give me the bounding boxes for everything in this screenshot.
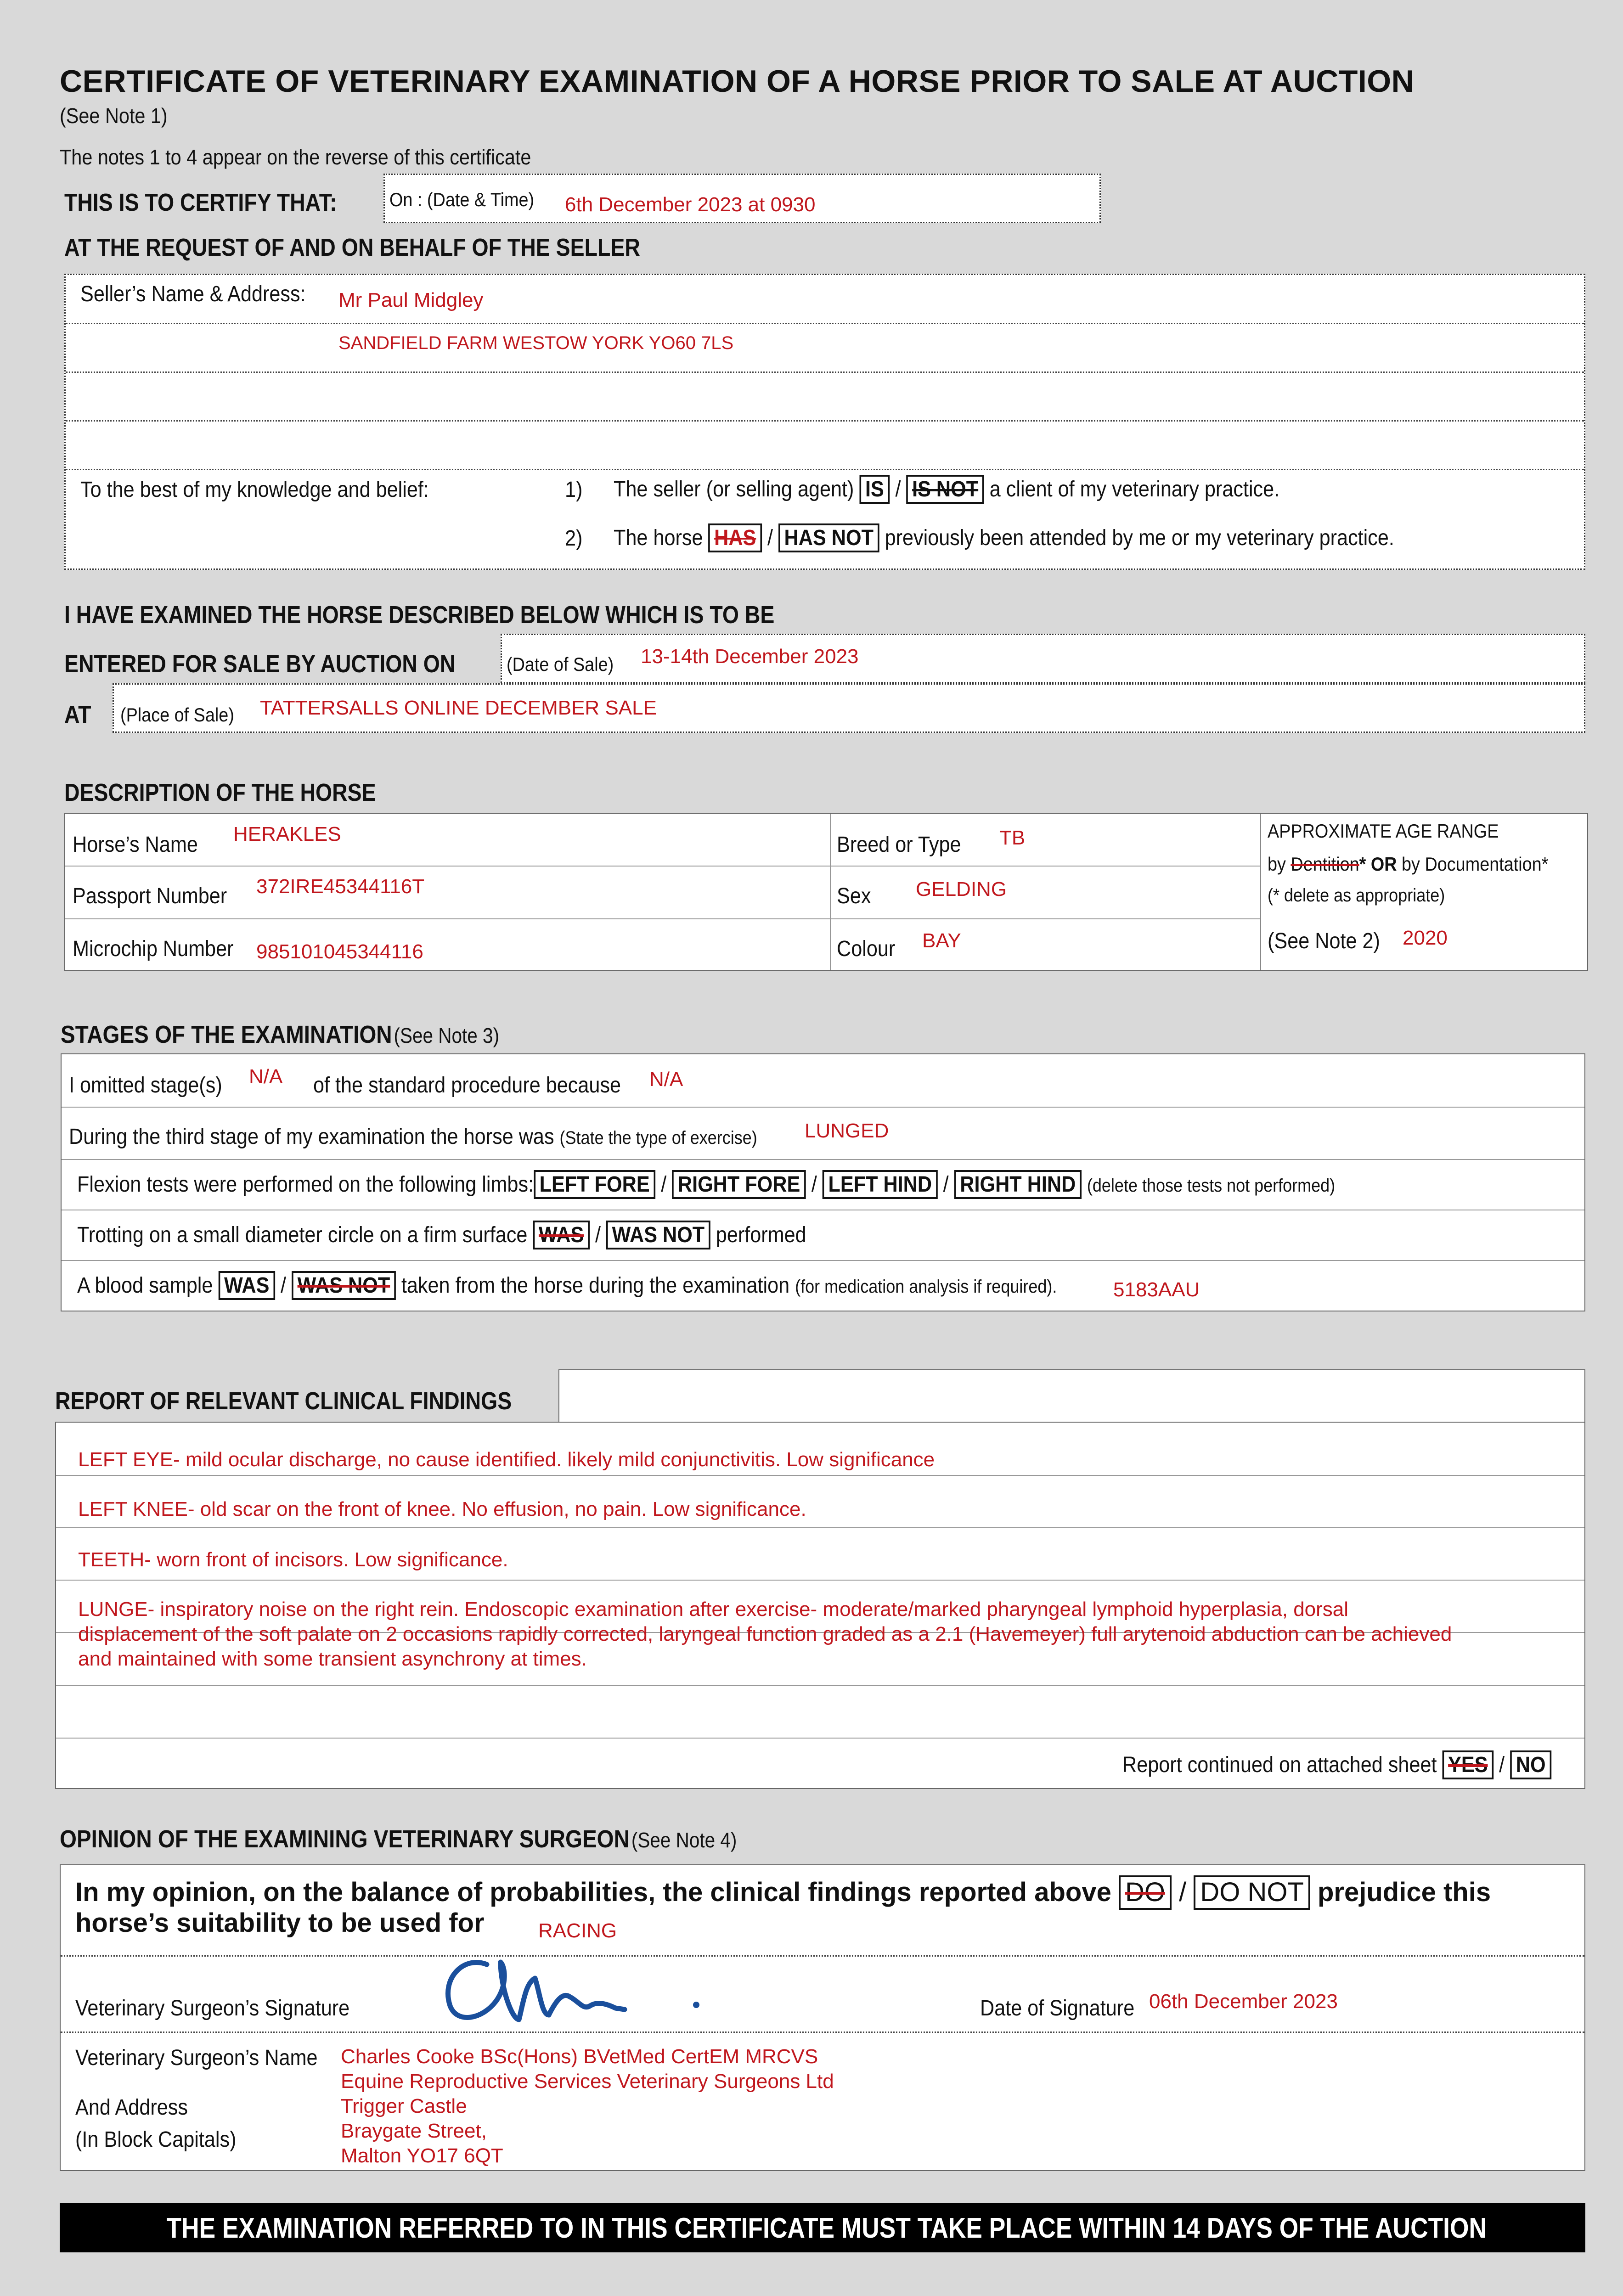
sex-label: Sex (837, 884, 871, 908)
opinion-heading: OPINION OF THE EXAMINING VETERINARY SURGEON (60, 1825, 630, 1853)
slash: / (281, 1273, 287, 1298)
opinion-do-not-option[interactable]: DO NOT (1194, 1875, 1310, 1910)
findings-box[interactable] (55, 1422, 1585, 1789)
flexion-right-fore[interactable]: RIGHT FORE (672, 1170, 806, 1199)
omitted-stages-label: I omitted stage(s) (69, 1073, 222, 1097)
passport-label: Passport Number (73, 884, 227, 908)
seller-label: Seller’s Name & Address: (80, 282, 306, 306)
opinion-text-post: prejudice this (1318, 1877, 1491, 1907)
age-by: by (1268, 853, 1286, 875)
flexion-label: Flexion tests were performed on the following limbs: (77, 1172, 534, 1197)
finding-line: displacement of the soft palate on 2 occasions rapidly corrected, laryngeal function graded as a 2.1 (Havemeyer) full arytenoid abduction can be achieved (78, 1623, 1452, 1645)
stages-table (61, 1053, 1585, 1311)
signature-date-value[interactable]: 06th December 2023 (1149, 1990, 1338, 2013)
continued-label: Report continued on attached sheet (1122, 1753, 1437, 1777)
date-of-sale-field[interactable] (501, 634, 1585, 683)
opinion-do-option[interactable]: DO (1119, 1875, 1172, 1910)
age-heading: APPROXIMATE AGE RANGE (1268, 820, 1499, 842)
vet-address-line[interactable]: Malton YO17 6QT (341, 2144, 503, 2167)
stmt2-number: 2) (565, 526, 583, 551)
opinion-text: In my opinion, on the balance of probabilities, the clinical findings reported above (75, 1877, 1111, 1907)
trot-was-option[interactable]: WAS (533, 1221, 590, 1249)
findings-heading-box (558, 1369, 1585, 1423)
blood-line (77, 1271, 1057, 1300)
blood-sample-ref[interactable]: 5183AAU (1113, 1278, 1200, 1301)
blood-was-option[interactable]: WAS (218, 1271, 275, 1300)
vet-name-label: Veterinary Surgeon’s Name (75, 2046, 318, 2070)
sex-value[interactable]: GELDING (916, 878, 1007, 900)
examined-line-1: I HAVE EXAMINED THE HORSE DESCRIBED BELOW WHICH IS TO BE (64, 601, 775, 629)
exam-datetime-value: 6th December 2023 at 0930 (565, 193, 816, 216)
slash: / (1179, 1877, 1187, 1907)
knowledge-label: To the best of my knowledge and belief: (80, 478, 429, 502)
signature-label: Veterinary Surgeon’s Signature (75, 1996, 350, 2020)
stmt2-pre: The horse (614, 526, 703, 550)
finding-line: and maintained with some transient asynchrony at times. (78, 1648, 587, 1670)
flexion-right-hind[interactable]: RIGHT HIND (954, 1170, 1082, 1199)
age-documentation-option[interactable]: by Documentation* (1402, 853, 1549, 875)
third-stage-value[interactable]: LUNGED (805, 1120, 889, 1142)
see-note-1: (See Note 1) (60, 104, 168, 128)
seller-address[interactable]: SANDFIELD FARM WESTOW YORK YO60 7LS (338, 333, 734, 353)
stmt2-line (614, 523, 1394, 552)
opinion-line-2: horse’s suitability to be used for (75, 1908, 485, 1938)
certificate-title: CERTIFICATE OF VETERINARY EXAMINATION OF A HORSE PRIOR TO SALE AT AUCTION (60, 64, 1414, 99)
trot-was-not-option[interactable]: WAS NOT (606, 1221, 710, 1249)
omitted-reason-value[interactable]: N/A (649, 1068, 683, 1091)
block-capitals-label: (In Block Capitals) (75, 2127, 237, 2152)
age-or: * OR (1359, 853, 1397, 875)
description-heading: DESCRIPTION OF THE HORSE (64, 779, 376, 806)
attended-has-not-option[interactable]: HAS NOT (778, 523, 879, 552)
client-is-option[interactable]: IS (859, 475, 890, 504)
colour-value[interactable]: BAY (922, 929, 961, 952)
finding-line: LEFT KNEE- old scar on the front of knee. No effusion, no pain. Low significance. (78, 1498, 806, 1520)
age-value[interactable]: 2020 (1403, 927, 1448, 949)
flexion-left-hind[interactable]: LEFT HIND (823, 1170, 938, 1199)
omitted-reason-label: of the standard procedure because (313, 1073, 621, 1097)
trot-label: Trotting on a small diameter circle on a firm surface (77, 1223, 528, 1247)
request-label: AT THE REQUEST OF AND ON BEHALF OF THE SELLER (64, 234, 640, 261)
passport-value[interactable]: 372IRE45344116T (256, 875, 425, 898)
continued-yes-option[interactable]: YES (1443, 1750, 1494, 1779)
vet-address-label: And Address (75, 2095, 188, 2120)
stages-heading: STAGES OF THE EXAMINATION (61, 1021, 392, 1048)
slash: / (767, 526, 773, 550)
horse-name-value[interactable]: HERAKLES (233, 823, 341, 845)
place-of-sale-field[interactable] (113, 683, 1585, 733)
certify-label: THIS IS TO CERTIFY THAT: (64, 189, 337, 216)
opinion-line-1 (75, 1875, 1491, 1910)
third-stage-hint: (State the type of exercise) (559, 1128, 757, 1148)
vet-address-line[interactable]: Equine Reproductive Services Veterinary Surgeons Ltd (341, 2070, 834, 2093)
blood-hint: (for medication analysis if required). (795, 1277, 1057, 1297)
exam-datetime-label: On : (Date & Time) (389, 189, 535, 210)
slash: / (943, 1172, 949, 1197)
third-stage-label: During the third stage of my examination the horse was (69, 1125, 554, 1149)
findings-heading: REPORT OF RELEVANT CLINICAL FINDINGS (55, 1387, 512, 1415)
trot-line (77, 1221, 806, 1249)
horse-name-label: Horse’s Name (73, 833, 198, 857)
colour-label: Colour (837, 937, 896, 961)
notes-line: The notes 1 to 4 appear on the reverse of this certificate (60, 145, 531, 169)
trot-post: performed (716, 1223, 806, 1247)
finding-line: TEETH- worn front of incisors. Low significance. (78, 1548, 508, 1571)
slash: / (811, 1172, 817, 1197)
continued-line (1122, 1750, 1551, 1779)
vet-address-line[interactable]: Braygate Street, (341, 2120, 487, 2142)
third-stage-line (69, 1124, 757, 1149)
age-method-line (1268, 853, 1548, 875)
client-is-not-label: IS NOT (912, 477, 979, 501)
at-label: AT (64, 701, 91, 728)
microchip-value[interactable]: 985101045344116 (256, 940, 423, 963)
slash: / (1499, 1753, 1505, 1777)
finding-line: LUNGE- inspiratory noise on the right rein. Endoscopic examination after exercise- moderate/marked pharyngeal lymphoid hyperplasia, dorsal (78, 1598, 1349, 1621)
continued-no-option[interactable]: NO (1510, 1750, 1551, 1779)
exam-datetime-field[interactable] (383, 174, 1101, 223)
stmt2-post: previously been attended by me or my veterinary practice. (885, 526, 1394, 550)
stmt1-pre: The seller (or selling agent) (614, 477, 854, 501)
place-of-sale-label: (Place of Sale) (120, 704, 234, 726)
signature-date-label: Date of Signature (980, 1996, 1135, 2020)
stmt1-line (614, 475, 1279, 504)
description-table (64, 813, 1588, 971)
flexion-line (77, 1170, 1335, 1199)
examined-line-2: ENTERED FOR SALE BY AUCTION ON (64, 650, 456, 678)
microchip-label: Microchip Number (73, 937, 234, 961)
stages-note: (See Note 3) (394, 1024, 500, 1047)
flexion-hint: (delete those tests not performed) (1087, 1176, 1336, 1196)
footer-text: THE EXAMINATION REFERRED TO IN THIS CERTIFICATE MUST TAKE PLACE WITHIN 14 DAYS OF THE AUCTION (166, 2212, 1487, 2244)
age-delete-note: (* delete as appropriate) (1268, 885, 1445, 906)
seller-block (64, 274, 1585, 570)
stmt1-number: 1) (565, 478, 583, 502)
date-of-sale-label: (Date of Sale) (507, 653, 614, 675)
age-see-note: (See Note 2) (1268, 929, 1380, 953)
finding-line: LEFT EYE- mild ocular discharge, no cause identified. likely mild conjunctivitis. Low significance (78, 1448, 935, 1471)
client-is-not-option[interactable] (907, 475, 984, 504)
blood-label: A blood sample (77, 1273, 213, 1298)
slash: / (895, 477, 901, 501)
blood-post: taken from the horse during the examination (401, 1273, 790, 1298)
stmt1-post: a client of my veterinary practice. (989, 477, 1280, 501)
seller-name[interactable]: Mr Paul Midgley (338, 289, 484, 311)
vet-name-line[interactable]: Charles Cooke BSc(Hons) BVetMed CertEM MRCVS (341, 2045, 818, 2068)
footer-banner (60, 2203, 1585, 2252)
vet-address-line[interactable]: Trigger Castle (341, 2095, 467, 2117)
opinion-heading-line (60, 1825, 737, 1853)
stages-heading-line (61, 1020, 499, 1049)
slash: / (595, 1223, 601, 1247)
opinion-box (60, 1864, 1585, 2171)
slash: / (661, 1172, 667, 1197)
breed-label: Breed or Type (837, 833, 961, 857)
place-of-sale-value: TATTERSALLS ONLINE DECEMBER SALE (260, 697, 657, 719)
attended-has-option[interactable]: HAS (709, 523, 762, 552)
age-dentition-option[interactable]: Dentition (1291, 853, 1359, 875)
intended-use-value[interactable]: RACING (538, 1919, 617, 1942)
vet-signature (432, 1946, 707, 2033)
flexion-left-fore[interactable]: LEFT FORE (534, 1170, 655, 1199)
opinion-note: (See Note 4) (631, 1828, 737, 1852)
date-of-sale-value: 13-14th December 2023 (641, 645, 859, 668)
breed-value[interactable]: TB (999, 827, 1026, 849)
blood-was-not-option[interactable]: WAS NOT (292, 1271, 396, 1300)
omitted-stages-value[interactable]: N/A (249, 1065, 283, 1088)
